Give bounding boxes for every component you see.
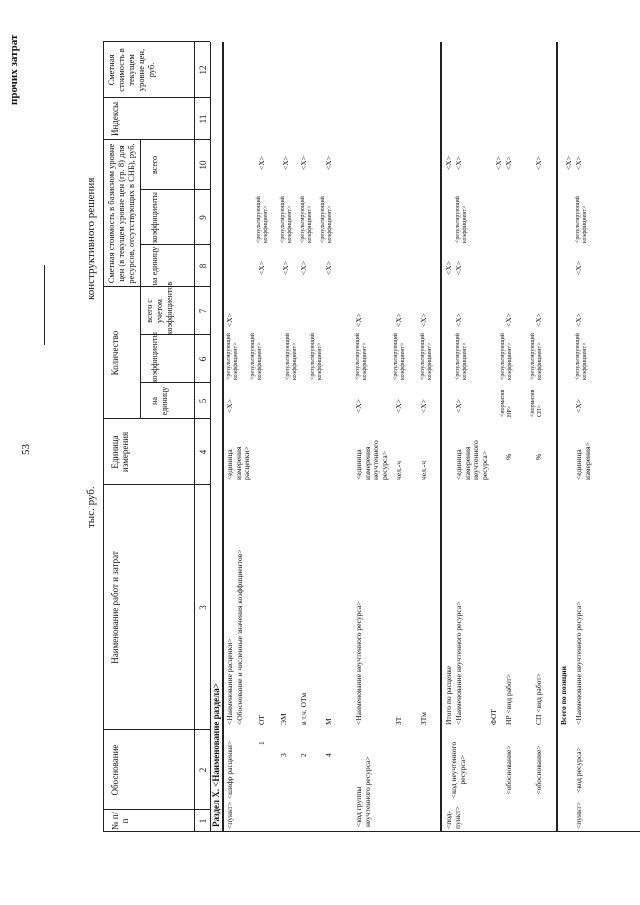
colnum-4: 4 [198, 449, 208, 455]
cost-total-2: <X> [281, 156, 290, 170]
row-m-number: 4 [324, 753, 333, 757]
cost-coef-3: <результирующий коэффициент> [300, 196, 313, 243]
resource-group-unit: <единица измерения неучтенного ресурса> [354, 440, 389, 480]
cost-subheader-line [140, 140, 141, 287]
row-rate-unit: <единица измерения расценки> [225, 446, 251, 480]
justification-np: <обоснование> [504, 745, 513, 795]
resource-group-code: <код группы неучтенного ресурса> [354, 756, 372, 827]
col-quantity-header: Количество [110, 330, 120, 376]
colnum-2: 2 [198, 767, 208, 773]
row-np-coef: <результирующий коэффициент> [500, 333, 513, 380]
colnum-9: 9 [198, 215, 208, 220]
row-ot-label: ОТ [257, 715, 266, 725]
unit-label: тыс. руб. [85, 486, 97, 528]
cost-total-3: <X> [299, 156, 308, 170]
cost-total: всего [150, 156, 159, 175]
unaccounted-cost-total2: <X> [454, 156, 463, 170]
unaccounted-cost-total: <X> [444, 156, 453, 170]
qty-coefficients: коэффициенты [150, 332, 159, 383]
unaccounted-x: <X> [454, 399, 463, 413]
row-ztm-x-total: <X> [419, 313, 428, 327]
position-total-divider [556, 42, 558, 832]
subtotal-divider [440, 42, 442, 832]
resource-group-name: <Наименование неучтенного ресурса> [354, 601, 363, 725]
justification-sp: <обоснование> [534, 745, 543, 795]
row-ot-number: 1 [257, 741, 266, 745]
row-np-norm: <норматив НР> [500, 389, 513, 417]
unaccounted-name: <Наименование неучтенного ресурса> [454, 601, 463, 725]
row-m-label: М [324, 718, 333, 725]
row-otm-label: в т.ч. ОТм [299, 692, 308, 725]
col-indices-header: Индексы [110, 101, 120, 137]
colnum-12: 12 [198, 65, 208, 75]
page-number: 53 [20, 444, 32, 455]
last-x-2: <X> [574, 313, 583, 327]
qty-coef-em: <результирующий коэффициент> [285, 333, 298, 380]
colnum-3: 3 [198, 605, 208, 610]
resource-group-x: <X> [354, 399, 363, 413]
row-np-cost-x2: <X> [504, 156, 513, 170]
qty-per-unit: на единицу [150, 386, 169, 416]
cost-total-4: <X> [324, 156, 333, 170]
unaccounted-coef: <результирующий коэффициент> [455, 333, 468, 380]
row-np-label: НР <вид работ> [504, 674, 513, 725]
row-justification-text: <Обоснование и численные значения коэффициентов> [235, 549, 244, 725]
qty-coef-otm: <результирующий коэффициент> [310, 333, 323, 380]
row-zt-unit: чел.-ч [394, 461, 403, 480]
unaccounted-x-total: <X> [454, 313, 463, 327]
row-zt-x: <X> [394, 399, 403, 413]
row-np-unit: % [504, 453, 513, 460]
cost-x-2: <X> [281, 261, 290, 275]
last-x-5: <X> [574, 156, 583, 170]
cost-total-1: <X> [257, 156, 266, 170]
cost-coef-4: <результирующий коэффициент> [320, 196, 333, 243]
cost-coef-2: <результирующий коэффициент> [280, 196, 293, 243]
unaccounted-cost-x: <X> [444, 261, 453, 275]
constructive-solution-label: конструктивного решения [85, 177, 97, 300]
resource-group-x-total: <X> [354, 313, 363, 327]
colnum-11: 11 [198, 114, 208, 124]
col-unit-header: Единица измерения [110, 431, 130, 473]
row-point-label-2: <пункт> [574, 801, 583, 829]
last-coef-cost: <результирующий коэффициент> [575, 196, 588, 243]
colnum-8: 8 [198, 263, 208, 269]
colnum-10: 10 [198, 160, 208, 170]
cost-coefficients: коэффициенты [150, 192, 159, 243]
header-row-bottom [194, 42, 195, 832]
row-np-cost-x: <X> [494, 156, 503, 170]
row-zt-x-total: <X> [394, 313, 403, 327]
row-em-label: ЭМ [279, 713, 288, 725]
last-x-4: <X> [564, 156, 573, 170]
col-num-header: № п/п [110, 811, 130, 831]
row-sp-norm: <норматив СП> [530, 389, 543, 417]
row-np-x: <X> [504, 313, 513, 327]
qty-coef-ot: <результирующий коэффициент> [250, 333, 263, 380]
heading-underline [44, 265, 45, 345]
row-fot-label: ФОТ [489, 708, 498, 725]
unaccounted-code: <код неучтенного ресурса> [449, 741, 467, 799]
row-sp-coef: <результирующий коэффициент> [530, 333, 543, 380]
row-ztm-x: <X> [419, 399, 428, 413]
subpoint-label: <под-пункт> [444, 806, 462, 829]
colnum-7: 7 [198, 308, 208, 314]
row-ztm-unit: чел.-ч [419, 461, 428, 480]
colnum-1: 1 [198, 818, 208, 824]
last-coef-qty: <результирующий коэффициент> [575, 333, 588, 380]
col-cost-header: Сметная стоимость в базисном уровне цен (в текущем уровне цен (гр. 8) для ресурсов, отсутствующих в СНБ), руб. [106, 143, 136, 284]
section-title: Раздел X. <Наименование раздела> [211, 683, 221, 827]
col-current-cost-header: Сметная стоимость в текущем уровне цен, руб. [106, 48, 156, 92]
row-zt-coef: <результирующий коэффициент> [393, 333, 406, 380]
row-sp-cost-x: <X> [534, 156, 543, 170]
table-top-border [103, 42, 104, 832]
row-unit-2: <единица измерения> [574, 442, 592, 480]
row-ztm-coef: <результирующий коэффициент> [420, 333, 433, 380]
page-heading: прочих затрат [8, 34, 20, 105]
row-otm-number: 2 [299, 753, 308, 757]
row-rate-name: <Наименование расценки> [225, 638, 234, 725]
row-ztm-label: ЗТм [419, 712, 428, 725]
total-by-rate-label: Итого по расценке [444, 665, 453, 725]
col-justification-header: Обоснование [110, 744, 120, 796]
row-rate-code: <шифр расценки> [225, 740, 234, 800]
row-em-number: 3 [279, 753, 288, 757]
cost-per-unit: на единицу [150, 246, 159, 286]
unaccounted-cost-coef: <результирующий коэффициент> [455, 196, 468, 243]
row-rate-x-total: <X> [225, 313, 234, 327]
unaccounted-cost-x2: <X> [454, 261, 463, 275]
colnum-6: 6 [198, 356, 208, 362]
cost-x-3: <X> [299, 261, 308, 275]
row-sp-x: <X> [534, 313, 543, 327]
total-by-position-label: Всего по позиции [559, 666, 568, 725]
row-rate-x: <X> [225, 399, 234, 413]
cost-x-1: <X> [257, 261, 266, 275]
cost-coef-1: <результирующий коэффициент> [256, 196, 269, 243]
resource-code: <код ресурса> [574, 747, 583, 793]
col-works-name-header: Наименование работ и затрат [110, 551, 120, 664]
qty-subheader-line [140, 287, 141, 419]
last-x-3: <X> [574, 261, 583, 275]
row-rate-result-coef: <результирующий коэффициент> [226, 333, 239, 380]
unaccounted-name-2: <Наименование неучтенного ресурса> [574, 601, 583, 725]
unaccounted-unit: <единица измерения неучтенного ресурса> [454, 440, 489, 480]
row-sp-unit: % [534, 453, 543, 460]
row-sp-label: СП <вид работ> [534, 673, 543, 725]
last-x-1: <X> [574, 399, 583, 413]
cost-x-4: <X> [324, 261, 333, 275]
row-zt-label: ЗТ [394, 716, 403, 725]
qty-total-with-coef: всего с учетом коэффициентов [145, 281, 174, 335]
colnum-5: 5 [198, 398, 208, 404]
col-line-0 [103, 831, 640, 832]
resource-group-coef: <результирующий коэффициент> [355, 333, 368, 380]
row-point-label: <пункт> [225, 801, 234, 829]
section-row-bottom [222, 42, 224, 832]
